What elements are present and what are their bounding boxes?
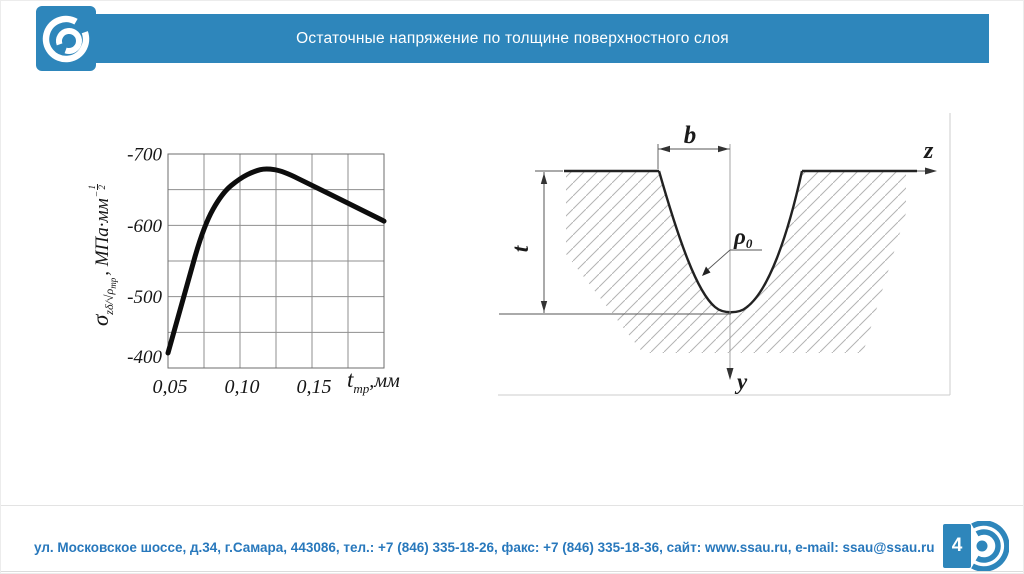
y-tick-label: -600 [127, 215, 162, 237]
y-tick-label: -400 [127, 347, 162, 368]
b-dimension-label: b [683, 122, 697, 149]
header-bar [36, 14, 989, 63]
spiral-logo-icon [36, 6, 96, 71]
footer-address: ул. Московское шоссе, д.34, г.Самара, 443086, тел.: +7 (846) 335-18-26, факс: +7 (846) 335-18-36, сайт: www.ssau.ru, e-mail: ssau@ssau.ru [34, 540, 935, 555]
t-arrow-down-icon [541, 301, 547, 312]
plot-border [168, 154, 384, 368]
groove-profile-diagram [491, 101, 961, 406]
rho-label: ρ0 [734, 224, 753, 251]
x-tick-label: 0,15 [296, 376, 332, 398]
stress-plot [61, 131, 441, 421]
slide-bottom-rule [1, 571, 1024, 572]
sigma-symbol: σ [88, 314, 113, 327]
x-tick-label: 0,05 [152, 376, 188, 398]
x-tick-label: 0,10 [224, 376, 260, 398]
z-axis-label: z [924, 138, 934, 164]
z-arrow-icon [925, 168, 937, 175]
x-axis-label: t тр ,мм [347, 367, 400, 396]
hatched-material [566, 172, 906, 353]
university-logo [36, 6, 96, 71]
b-arrow-left-icon [659, 146, 670, 152]
page-title: Остаточные напряжение по толщине поверхностного слоя [296, 30, 729, 47]
stress-curve [168, 169, 384, 353]
y-tick-label: -700 [127, 144, 162, 166]
t-arrow-up-icon [541, 173, 547, 184]
b-arrow-right-icon [718, 146, 729, 152]
footer-arcs-icon [961, 521, 1009, 571]
y-axis-label: σ zδ/√ρ тр , МПа·мм − 1 2 [86, 184, 118, 327]
y-arrow-icon [727, 368, 734, 380]
y-axis-label: y [737, 369, 748, 394]
y-tick-label: -500 [127, 287, 162, 309]
page-number-badge: 4 [943, 524, 971, 568]
plot-grid [168, 154, 384, 368]
t-dimension-label: t [508, 245, 533, 253]
footer-divider [1, 505, 1024, 506]
